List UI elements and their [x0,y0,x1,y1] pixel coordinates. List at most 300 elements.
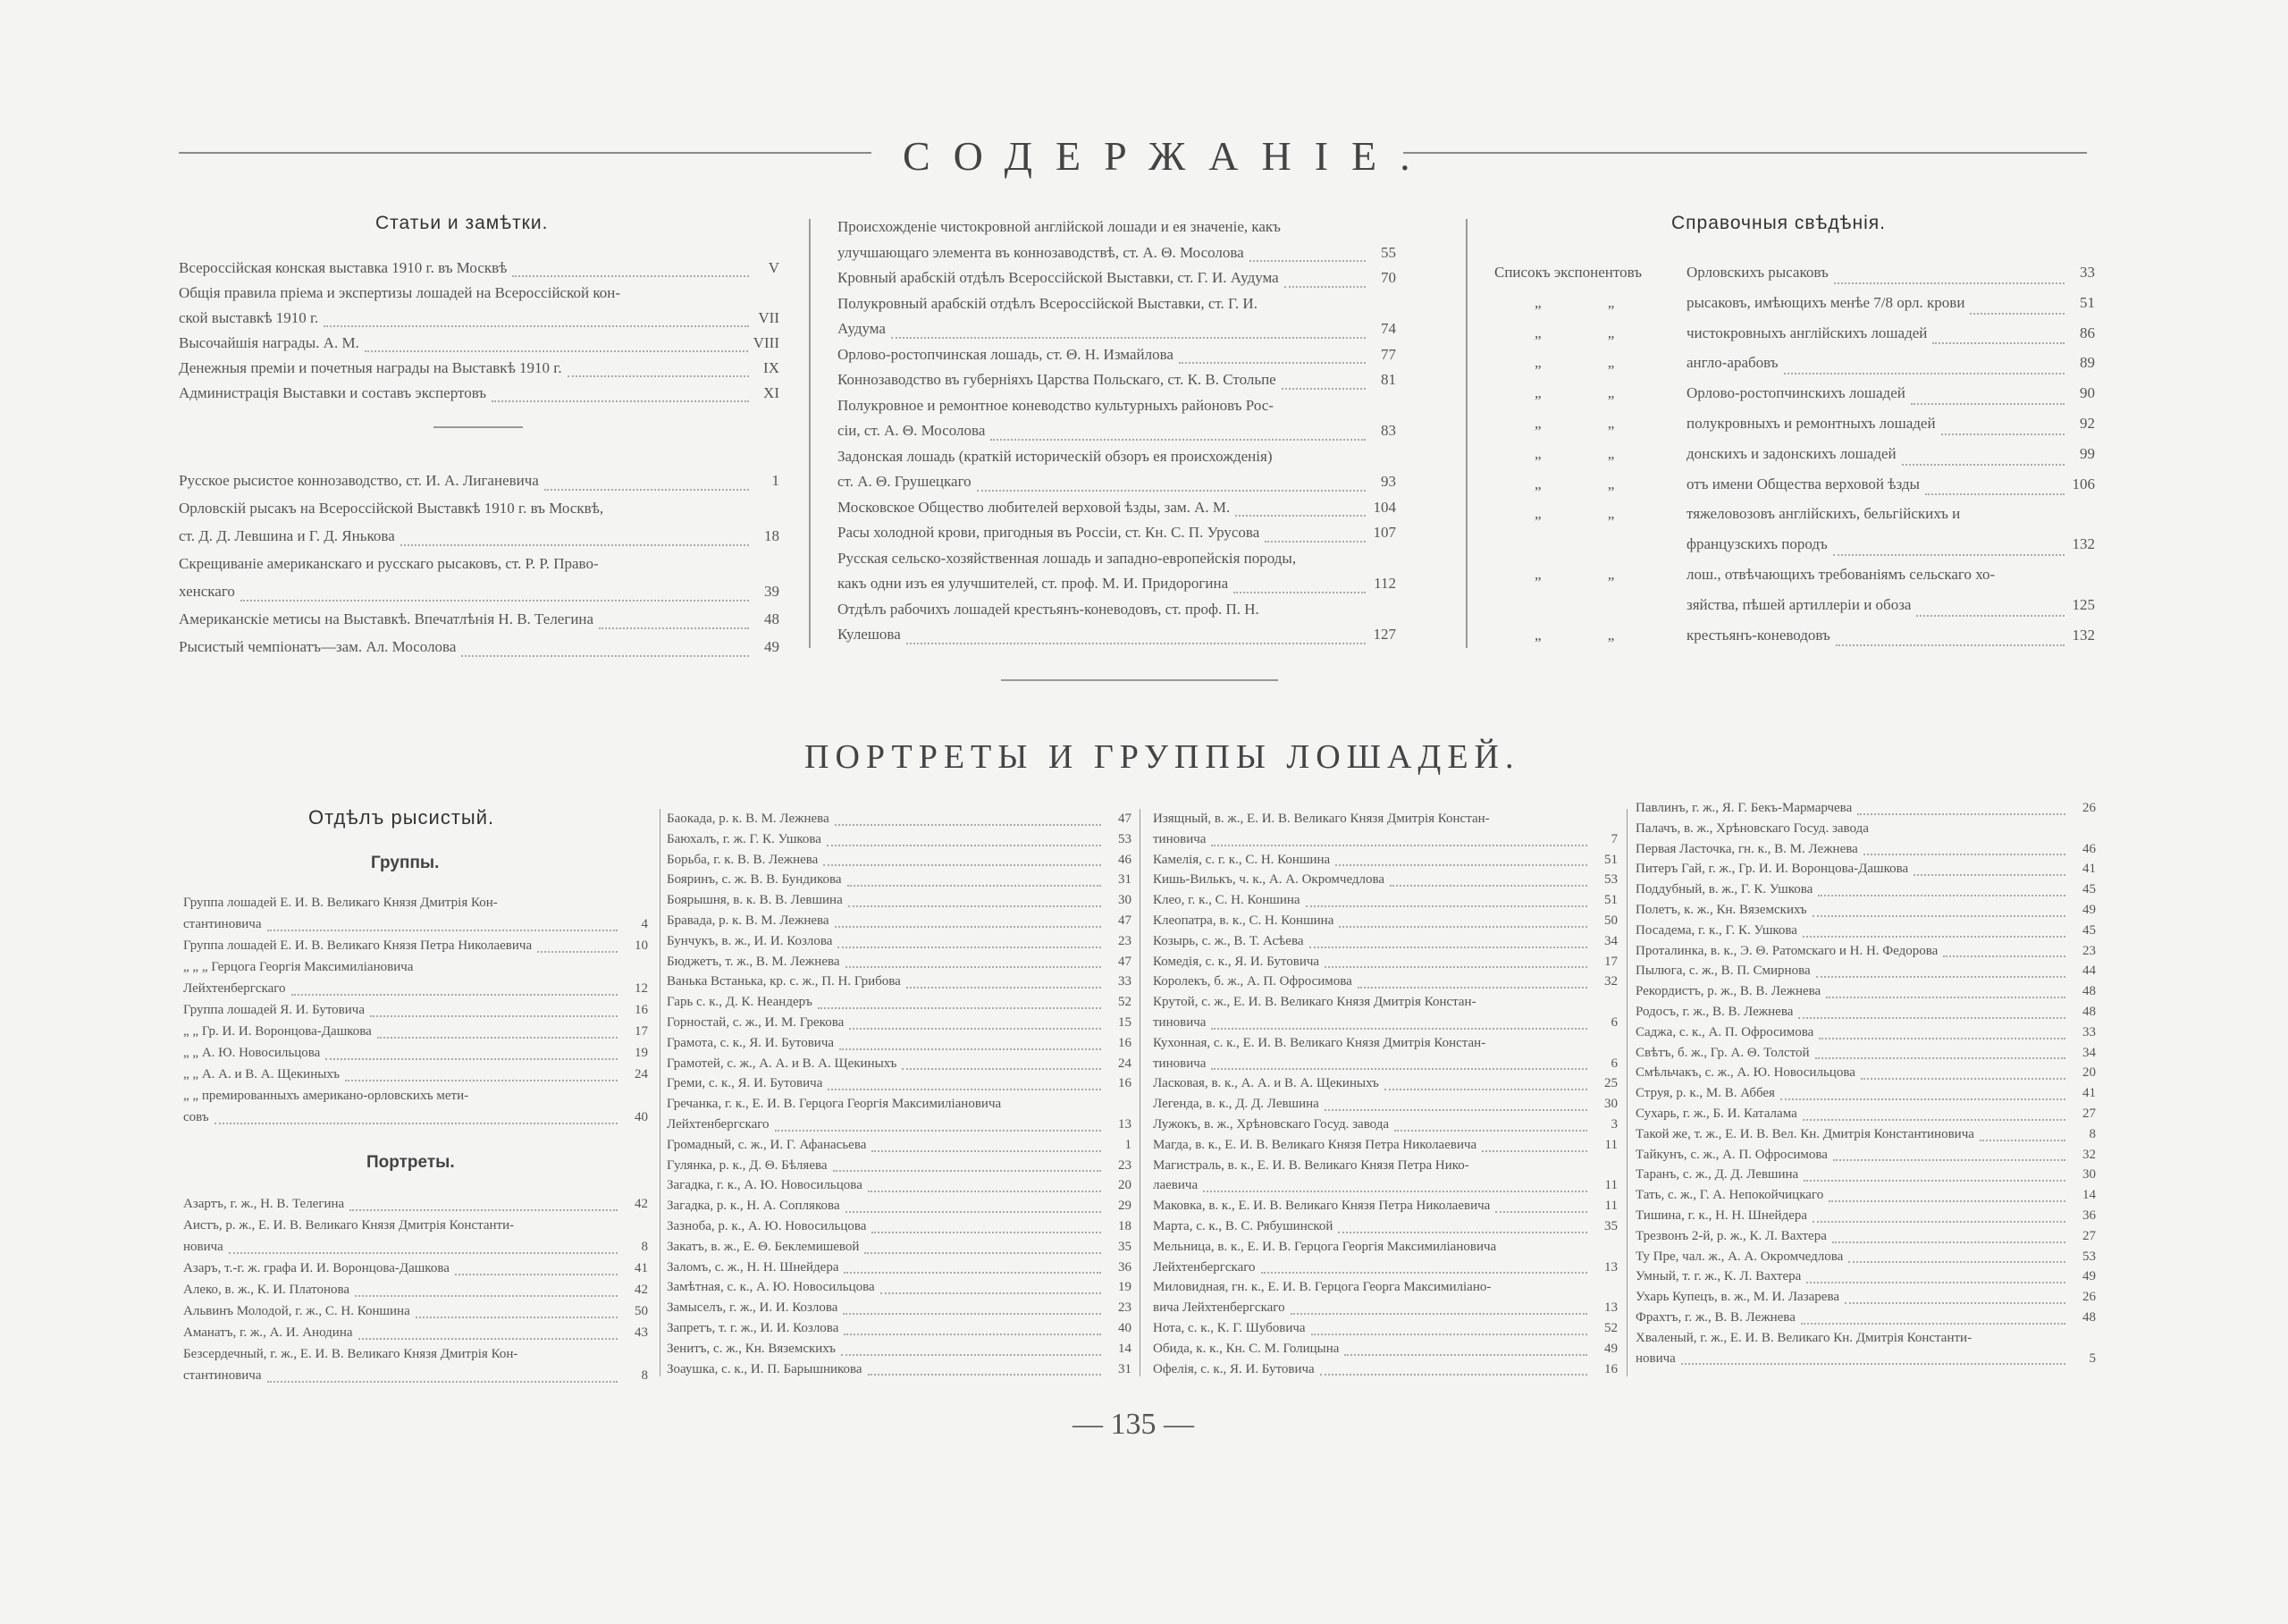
dot-leader [1211,1028,1587,1030]
toc-entry [1636,1043,2096,1064]
entry-page: 51 [1604,852,1618,867]
toc-line: Скрещиваніе американскаго и русскаго рысаковъ, ст. Р. Р. Право- [179,555,599,572]
entry-page: 6 [1611,1056,1618,1071]
entry-page: 48 [764,610,779,627]
dot-leader [868,1191,1101,1192]
toc-entry [1636,1349,2096,1369]
toc-entry [1153,1073,1618,1094]
entry-page: 107 [1373,524,1396,541]
entry-page: 74 [1381,320,1396,337]
dot-leader [1211,1068,1587,1070]
entry-page: 33 [1118,974,1131,989]
entry-title: ской выставкѣ 1910 г. [179,309,319,326]
entry-page: 89 [2080,354,2095,372]
entry-title: Пылюга, с. ж., В. П. Смирнова [1636,963,1811,979]
entry-page: 47 [1118,954,1131,969]
entry-title: Сухарь, г. ж., Б. И. Каталама [1636,1106,1797,1121]
entry-title: Загадка, г. к., А. Ю. Новосильцова [667,1178,862,1193]
dot-leader [1384,1089,1587,1090]
toc-entry [1636,1206,2096,1226]
entry-title: хенскаго [179,583,235,600]
entry-title: Американскіе метисы на Выставкѣ. Впечатлѣнія Н. В. Телегина [179,610,594,627]
dot-leader [355,1295,618,1297]
entry-title: Азартъ, г. ж., Н. В. Телегина [183,1197,345,1211]
dot-leader [902,1068,1101,1070]
entry-title: Аманатъ, г. ж., А. И. Анодина [183,1325,353,1340]
entry-page: 81 [1381,371,1396,388]
toc-line: „ „ „ Герцога Георгія Максимиліановича [183,960,414,974]
dot-leader [1681,1363,2065,1365]
entry-page: 132 [2072,626,2095,644]
dot-leader [512,275,749,277]
articles-separator [433,426,523,428]
dot-leader [864,1252,1101,1254]
title-rule-right [1403,152,2087,154]
entry-title: Громадный, с. ж., И. Г. Афанасьева [667,1137,867,1152]
dot-leader [267,1381,618,1383]
ditto-mark: „ „ [1535,324,1615,341]
toc-line: Общія правила пріема и экспертизы лошадей на Всероссійской кон- [179,284,620,301]
toc-entry [667,1339,1131,1359]
toc-entry [1153,1339,1618,1359]
dot-leader [358,1338,618,1340]
entry-page: 86 [2080,324,2095,341]
dot-leader [868,1374,1101,1376]
reference-entry [1687,348,2095,378]
reference-row [1494,560,2095,590]
entry-page: 32 [1604,974,1618,989]
entry-page: 49 [2082,902,2096,917]
dot-leader [1815,1057,2065,1059]
reference-lead: Списокъ экспонентовъ [1494,264,1642,281]
entry-page: 23 [1118,933,1131,948]
entry-title: отъ имени Общества верховой ѣзды [1687,475,1920,492]
dot-leader [1833,1159,2065,1161]
entry-title: Ухарь Купецъ, в. ж., М. И. Лазарева [1636,1290,1839,1305]
entry-title: вича Лейхтенбергскаго [1153,1300,1285,1316]
toc-entry [667,911,1131,931]
entry-title: Полетъ, к. ж., Кн. Вяземскихъ [1636,902,1807,917]
page-number: — 135 — [1072,1408,1194,1441]
dot-leader [891,337,1366,339]
entry-title: Магда, в. к., Е. И. В. Великаго Князя Петра Николаевича [1153,1137,1477,1152]
toc-entry [179,577,779,605]
dot-leader [492,400,749,402]
toc-entry [1153,1135,1618,1156]
dot-leader [325,1058,618,1060]
entry-page: 13 [1604,1259,1618,1275]
entry-page: 104 [1373,498,1396,516]
entry-page: 16 [1604,1361,1618,1376]
entry-page: 125 [2072,595,2095,613]
entry-page: 77 [1381,345,1396,363]
toc-entry [1636,1308,2096,1328]
reference-entry [1687,408,2095,439]
entry-title: Павлинъ, г. ж., Я. Г. Бекъ-Мармарчева [1636,801,1853,815]
toc-line: „ „ премированныхъ американо-орловскихъ мети- [183,1089,469,1103]
dot-leader [1320,1374,1587,1376]
entry-page: 90 [2080,384,2095,402]
reference-spacer [1494,590,1687,620]
dot-leader [849,1028,1101,1030]
toc-entry [667,1318,1131,1339]
entry-page: 34 [1604,933,1618,948]
reference-row [1494,529,2095,560]
toc-entry [179,256,779,281]
entry-page: 24 [1118,1056,1131,1071]
dot-leader [880,1292,1101,1294]
entry-title: Закатъ, в. ж., Е. Θ. Беклемишевой [667,1239,860,1254]
dot-leader [1798,1017,2065,1019]
ditto-mark: „ „ [1535,626,1615,644]
reference-entry [1687,378,2095,408]
dot-leader [1211,845,1587,846]
dot-leader [1916,615,2065,617]
entry-page: 49 [2082,1269,2096,1284]
toc-entry [667,890,1131,911]
toc-entry [667,1073,1131,1094]
entry-page: 99 [2080,444,2095,462]
toc-line: Отдѣлъ рабочихъ лошадей крестьянъ-коневодовъ, ст. проф. П. Н. [837,600,1259,618]
ditto-mark: „ „ [1535,565,1615,583]
dot-leader [1282,388,1366,390]
toc-line: Аистъ, р. ж., Е. И. В. Великаго Князя Дмитрія Константи- [183,1218,515,1233]
entry-page: 43 [635,1325,648,1340]
entry-page: 20 [1118,1178,1131,1193]
entry-page: 10 [635,938,648,953]
toc-entry [1636,941,2096,962]
entry-page: 48 [2082,984,2096,999]
dot-leader [833,1170,1101,1172]
portraits-divider-3 [1627,809,1628,1376]
entry-title: Саджа, с. к., А. П. Офросимова [1636,1024,1814,1039]
department-heading: Отдѣлъ рысистый. [308,806,495,829]
toc-entry [667,829,1131,850]
entry-title: какъ одни изъ ея улучшителей, ст. проф. М. И. Придорогина [837,575,1229,592]
entry-page: 39 [764,583,779,600]
entry-page: 20 [2082,1065,2096,1081]
entry-title: Замѣтная, с. к., А. Ю. Новосильцова [667,1280,875,1295]
reference-row [1494,288,2095,318]
dot-leader [324,325,749,327]
toc-line: Полукровное и ремонтное коневодство культурныхъ районовъ Рос- [837,396,1274,414]
entry-title: Лейхтенбергскаго [1153,1259,1256,1275]
entry-title: Посадема, г. к., Г. К. Ушкова [1636,922,1797,938]
reference-entry [1687,529,2095,560]
toc-entry [1153,1115,1618,1135]
entry-title: Группа лошадей Е. И. В. Великаго Князя Петра Николаевича [183,938,533,953]
ditto-mark: „ „ [1535,505,1615,523]
entry-title: Ванька Встанька, кр. с. ж., П. Н. Грибова [667,974,901,989]
toc-entry [183,1279,648,1300]
toc-entry [667,931,1131,952]
dot-leader [1834,282,2065,284]
dot-leader [1902,464,2065,466]
column-divider-2 [1466,219,1468,648]
dot-leader [1495,1211,1587,1213]
articles-heading: Статьи и замѣтки. [375,213,549,233]
entry-title: рысаковъ, имѣющихъ менѣе 7/8 орл. крови [1687,293,1965,311]
entry-title: Тайкунъ, с. ж., А. П. Офросимова [1636,1147,1828,1162]
dot-leader [229,1252,618,1254]
toc-line: Русская сельско-хозяйственная лошадь и западно-европейскія породы, [837,549,1297,567]
reference-row [1494,590,2095,620]
dot-leader [906,987,1101,989]
entry-title: Кровный арабскій отдѣлъ Всероссійской Выставки, ст. Г. И. Аудума [837,269,1279,286]
entry-title: Лужокъ, в. ж., Хрѣновскаго Госуд. завода [1153,1116,1390,1132]
entry-page: 11 [1604,1178,1618,1193]
toc-entry [667,1033,1131,1054]
dot-leader [1806,1282,2065,1283]
entry-page: 45 [2082,882,2096,897]
toc-entry [1636,981,2096,1002]
dot-leader [1339,926,1587,928]
toc-entry [1153,911,1618,931]
toc-entry [183,1236,648,1258]
entry-title: крестьянъ-коневодовъ [1687,626,1830,644]
entry-title: Азаръ, т.-г. ж. графа И. И. Воронцова-Дашкова [183,1261,450,1275]
entry-page: 12 [635,981,648,996]
dot-leader [844,1334,1101,1335]
entry-page: 31 [1118,1361,1131,1376]
dot-leader [848,905,1101,907]
reference-row [1494,348,2095,378]
dot-leader [1803,936,2065,938]
dot-leader [1325,1109,1587,1111]
entry-page: 16 [1118,1035,1131,1050]
dot-leader [461,655,749,657]
reference-heading: Справочныя свѣдѣнія. [1671,213,1886,233]
portraits-column-2 [667,809,1131,1379]
dot-leader [1291,1313,1587,1315]
entry-page: 52 [1118,995,1131,1010]
entry-title: Рысистый чемпіонатъ—зам. Ал. Мосолова [179,638,457,655]
toc-entry [1153,972,1618,992]
dot-leader [1179,362,1366,364]
portraits-heading: Портреты. [366,1153,455,1172]
dot-leader [843,1313,1101,1315]
entry-page: 53 [2082,1249,2096,1264]
dot-leader [1941,433,2065,435]
toc-entry [837,240,1396,266]
dot-leader [1335,864,1587,866]
articles-list-3 [837,215,1396,648]
reference-row [1494,499,2095,529]
dot-leader [1863,854,2065,855]
entry-title: тиновича [1153,831,1207,846]
toc-entry [179,522,779,550]
entry-title: тиновича [1153,1056,1207,1071]
toc-entry [1636,1287,2096,1308]
toc-entry [1153,1258,1618,1278]
entry-page: 13 [1604,1300,1618,1316]
entry-page: 19 [635,1046,648,1060]
entry-title: новича [1636,1351,1676,1366]
dot-leader [1265,541,1366,543]
dot-leader [871,1232,1101,1233]
entry-title: Клеопатра, в. к., С. Н. Коншина [1153,913,1334,928]
toc-entry [837,418,1396,444]
toc-entry [837,342,1396,368]
entry-title: Замыселъ, г. ж., И. И. Козлова [667,1300,838,1316]
entry-page: 5 [2089,1351,2096,1366]
portraits-column-4 [1636,798,2096,1368]
entry-title: Кишь-Вилькъ, ч. к., А. А. Окромчедлова [1153,872,1385,888]
toc-entry [1153,850,1618,871]
toc-entry [837,495,1396,521]
toc-entry [667,1298,1131,1318]
entry-title: Бунчукъ, в. ж., И. И. Козлова [667,933,833,948]
entry-page: 35 [1604,1218,1618,1233]
entry-title: Трезвонъ 2-й, р. ж., К. Л. Вахтера [1636,1228,1827,1243]
toc-entry [1636,1083,2096,1104]
entry-page: 8 [641,1368,648,1383]
toc-entry [667,1196,1131,1216]
dot-leader [845,1211,1101,1213]
dot-leader [1845,1302,2065,1304]
entry-title: Расы холодной крови, пригодныя въ Россіи, ст. Кн. С. П. Урусова [837,524,1260,541]
entry-title: Марта, с. к., В. С. Рябушинской [1153,1218,1333,1233]
entry-page: 35 [1118,1239,1131,1254]
articles-list-2 [179,467,779,661]
toc-entry [1153,829,1618,850]
entry-page: VII [758,309,779,326]
entry-page: 41 [635,1261,648,1275]
toc-line: Кухонная, с. к., Е. И. В. Великаго Князя Дмитрія Констан- [1153,1035,1486,1050]
entry-page: 40 [1118,1320,1131,1335]
toc-entry [1636,1247,2096,1267]
entry-title: Рекордистъ, р. ж., В. В. Лежнева [1636,984,1821,999]
entry-title: Родосъ, г. ж., В. В. Лежнева [1636,1004,1794,1019]
toc-entry [1636,839,2096,860]
toc-line: Задонская лошадь (краткій историческій обзоръ ея происхожденія) [837,447,1273,465]
entry-title: Таранъ, с. ж., Д. Д. Левшина [1636,1167,1799,1182]
toc-entry [667,1115,1131,1135]
toc-line: Магистраль, в. к., Е. И. В. Великаго Князя Петра Нико- [1153,1157,1469,1173]
entry-page: 40 [635,1110,648,1124]
toc-entry [179,467,779,494]
entry-page: 42 [635,1197,648,1211]
entry-page: 36 [1118,1259,1131,1275]
dot-leader [1925,493,2065,495]
toc-entry [183,1300,648,1322]
dot-leader [839,1048,1101,1050]
entry-title: лаевича [1153,1178,1199,1193]
entry-page: 92 [2080,414,2095,432]
dot-leader [1338,1232,1587,1233]
entry-title: Маковка, в. к., Е. И. В. Великаго Князя Петра Николаевича [1153,1199,1491,1214]
toc-entry [1636,900,2096,921]
toc-entry [183,1365,648,1386]
column-divider-1 [809,219,811,648]
entry-page: 24 [635,1067,648,1081]
ditto-mark: „ „ [1535,444,1615,462]
toc-entry [1636,1022,2096,1043]
entry-title: Нота, с. к., К. Г. Шубовича [1153,1320,1306,1335]
dot-leader [1394,1130,1587,1132]
entry-page: 50 [635,1304,648,1318]
entry-title: Первая Ласточка, гн. к., В. М. Лежнева [1636,841,1858,856]
entry-page: 83 [1381,422,1396,439]
entry-page: 19 [1118,1280,1131,1295]
dot-leader [977,490,1366,492]
entry-page: 30 [1604,1097,1618,1112]
toc-line: Хваленый, г. ж., Е. И. В. Великаго Кн. Дмитрія Константи- [1636,1330,1973,1345]
entry-page: 18 [1118,1218,1131,1233]
toc-entry [1636,921,2096,941]
entry-title: Лейхтенбергскаго [183,981,286,996]
entry-page: 16 [1118,1076,1131,1091]
toc-line: Изящный, в. ж., Е. И. В. Великаго Князя Дмитрія Констан- [1153,812,1490,826]
dot-leader [1358,987,1587,989]
entry-title: улучшающаго элемента въ коннозаводствѣ, ст. А. Θ. Мосолова [837,243,1244,261]
dot-leader [400,544,749,546]
entry-title: Коннозаводство въ губерніяхъ Царства Польскаго, ст. К. В. Стольпе [837,371,1276,388]
reference-entry [1687,620,2095,651]
toc-entry [837,571,1396,597]
reference-spacer [1494,529,1687,560]
entry-page: 31 [1118,872,1131,888]
entry-page: XI [763,384,779,401]
dot-leader [1818,895,2065,896]
dot-leader [345,1080,618,1081]
entry-title: „ „ А. Ю. Новосильцова [183,1046,321,1060]
dot-leader [871,1150,1101,1152]
dot-leader [835,824,1101,826]
entry-page: VIII [753,334,779,351]
entry-title: Смѣльчакъ, с. ж., А. Ю. Новосильцова [1636,1065,1855,1081]
toc-entry [667,850,1131,871]
toc-entry [183,1042,648,1064]
dot-leader [1261,1272,1587,1274]
dot-leader [544,489,749,491]
dot-leader [1284,286,1366,288]
entry-title: Баюхалъ, г. ж. Г. К. Ушкова [667,831,821,846]
dot-leader [1309,947,1587,948]
entry-title: Баокада, р. к. В. М. Лежнева [667,812,829,826]
entry-page: 42 [635,1283,648,1297]
toc-entry [1153,1175,1618,1196]
entry-title: совъ [183,1110,209,1124]
entry-title: Питеръ Гай, г. ж., Гр. И. И. Воронцова-Дашкова [1636,862,1909,877]
entry-title: зяйства, пѣшей артиллеріи и обоза [1687,595,1912,613]
entry-title: Денежныя преміи и почетныя награды на Выставкѣ 1910 г. [179,359,562,376]
entry-title: Зоаушка, с. к., И. П. Барышникова [667,1361,862,1376]
dot-leader [1861,1078,2065,1080]
dot-leader [1813,1221,2065,1223]
toc-entry [1636,1266,2096,1287]
reference-entry [1687,590,2095,620]
entry-page: 8 [641,1240,648,1254]
entry-page: 93 [1381,473,1396,490]
reference-list [1494,257,2095,650]
entry-page: 23 [2082,943,2096,958]
entry-title: Зазноба, р. к., А. Ю. Новосильцова [667,1218,867,1233]
entry-page: 27 [2082,1106,2096,1121]
dot-leader [377,1037,618,1039]
entry-title: Заломъ, с. ж., Н. Н. Шнейдера [667,1259,839,1275]
entry-title: французскихъ породъ [1687,535,1828,553]
entry-page: 51 [2080,293,2095,311]
entry-title: Грамота, с. к., Я. И. Бутовича [667,1035,835,1050]
entry-title: Борьба, г. к. В. В. Лежнева [667,852,819,867]
dot-leader [1829,1200,2065,1202]
entry-title: Королекъ, б. ж., А. П. Офросимова [1153,974,1352,989]
entry-page: 70 [1381,269,1396,286]
entry-title: Орлово-ростопчинскихъ лошадей [1687,384,1905,402]
toc-entry [1153,1013,1618,1033]
dot-leader [906,643,1366,644]
